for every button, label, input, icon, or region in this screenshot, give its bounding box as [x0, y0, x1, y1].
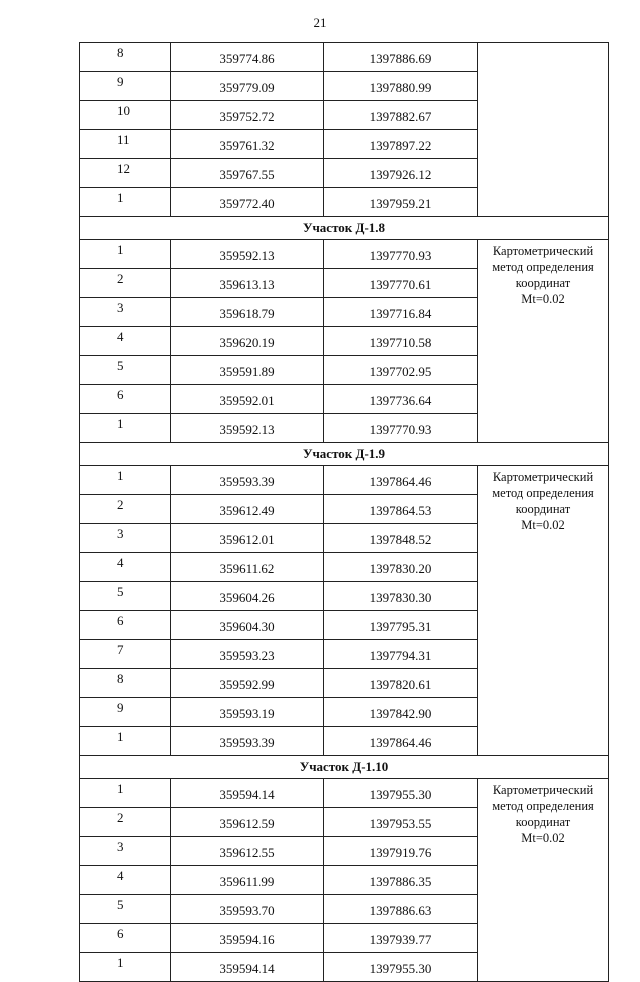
y-coordinate-cell: 1397716.84	[324, 298, 478, 327]
section-header-row	[80, 443, 609, 466]
x-coordinate-cell: 359592.01	[171, 385, 324, 414]
point-number-cell: 8	[80, 669, 171, 698]
table-row	[80, 779, 609, 808]
y-coordinate-cell: 1397864.46	[324, 727, 478, 756]
x-coordinate-cell: 359772.40	[171, 188, 324, 217]
section-header-row	[80, 217, 609, 240]
method-note-line: Mt=0.02	[521, 518, 565, 532]
page-number: 21	[313, 15, 327, 30]
method-note-line: координат	[515, 276, 571, 290]
section-title: Участок Д-1.10	[80, 756, 609, 779]
point-number-cell: 12	[80, 159, 171, 188]
x-coordinate-cell: 359752.72	[171, 101, 324, 130]
method-note-line: Картометрический	[492, 244, 594, 258]
y-coordinate-cell: 1397886.69	[324, 43, 478, 72]
x-coordinate-cell: 359620.19	[171, 327, 324, 356]
point-number-cell: 11	[80, 130, 171, 159]
y-coordinate-cell: 1397820.61	[324, 669, 478, 698]
x-coordinate-cell: 359604.26	[171, 582, 324, 611]
y-coordinate-cell: 1397939.77	[324, 924, 478, 953]
y-coordinate-cell: 1397770.93	[324, 414, 478, 443]
x-coordinate-cell: 359593.39	[171, 727, 324, 756]
y-coordinate-cell: 1397926.12	[324, 159, 478, 188]
y-coordinate-cell: 1397795.31	[324, 611, 478, 640]
x-coordinate-cell: 359593.23	[171, 640, 324, 669]
x-coordinate-cell: 359612.01	[171, 524, 324, 553]
x-coordinate-cell: 359592.13	[171, 240, 324, 269]
x-coordinate-cell: 359604.30	[171, 611, 324, 640]
y-coordinate-cell: 1397864.46	[324, 466, 478, 495]
y-coordinate-cell: 1397886.63	[324, 895, 478, 924]
coordinates-table-body	[80, 43, 609, 982]
y-coordinate-cell: 1397864.53	[324, 495, 478, 524]
y-coordinate-cell: 1397919.76	[324, 837, 478, 866]
x-coordinate-cell: 359593.19	[171, 698, 324, 727]
y-coordinate-cell: 1397736.64	[324, 385, 478, 414]
x-coordinate-cell: 359611.99	[171, 866, 324, 895]
point-number-cell: 4	[80, 553, 171, 582]
method-note-line: метод определения	[492, 799, 594, 813]
method-note-line: метод определения	[492, 486, 594, 500]
point-number-cell: 2	[80, 269, 171, 298]
method-note-line: Mt=0.02	[521, 292, 565, 306]
point-number-cell: 3	[80, 298, 171, 327]
y-coordinate-cell: 1397830.20	[324, 553, 478, 582]
x-coordinate-cell: 359761.32	[171, 130, 324, 159]
section-title: Участок Д-1.8	[80, 217, 609, 240]
x-coordinate-cell: 359779.09	[171, 72, 324, 101]
x-coordinate-cell: 359592.99	[171, 669, 324, 698]
point-number-cell: 1	[80, 779, 171, 808]
x-coordinate-cell: 359594.14	[171, 779, 324, 808]
x-coordinate-cell: 359594.16	[171, 924, 324, 953]
point-number-cell: 5	[80, 895, 171, 924]
section-title: Участок Д-1.9	[80, 443, 609, 466]
y-coordinate-cell: 1397955.30	[324, 779, 478, 808]
method-note-line: Картометрический	[492, 470, 594, 484]
point-number-cell: 1	[80, 953, 171, 982]
point-number-cell: 6	[80, 611, 171, 640]
method-note-line: метод определения	[492, 260, 594, 274]
section-header-row	[80, 756, 609, 779]
y-coordinate-cell: 1397770.93	[324, 240, 478, 269]
x-coordinate-cell: 359618.79	[171, 298, 324, 327]
x-coordinate-cell: 359612.55	[171, 837, 324, 866]
point-number-cell: 2	[80, 495, 171, 524]
table-row	[80, 240, 609, 269]
x-coordinate-cell: 359594.14	[171, 953, 324, 982]
x-coordinate-cell: 359591.89	[171, 356, 324, 385]
method-note-cell	[478, 240, 609, 443]
method-note-line: координат	[515, 815, 571, 829]
point-number-cell: 3	[80, 524, 171, 553]
y-coordinate-cell: 1397953.55	[324, 808, 478, 837]
x-coordinate-cell: 359592.13	[171, 414, 324, 443]
method-note-cell	[478, 779, 609, 982]
x-coordinate-cell: 359612.59	[171, 808, 324, 837]
y-coordinate-cell: 1397886.35	[324, 866, 478, 895]
point-number-cell: 1	[80, 466, 171, 495]
point-number-cell: 4	[80, 866, 171, 895]
point-number-cell: 2	[80, 808, 171, 837]
y-coordinate-cell: 1397770.61	[324, 269, 478, 298]
point-number-cell: 4	[80, 327, 171, 356]
point-number-cell: 1	[80, 727, 171, 756]
y-coordinate-cell: 1397702.95	[324, 356, 478, 385]
y-coordinate-cell: 1397794.31	[324, 640, 478, 669]
point-number-cell: 1	[80, 188, 171, 217]
y-coordinate-cell: 1397959.21	[324, 188, 478, 217]
point-number-cell: 5	[80, 356, 171, 385]
point-number-cell: 9	[80, 72, 171, 101]
y-coordinate-cell: 1397880.99	[324, 72, 478, 101]
table-row	[80, 43, 609, 72]
x-coordinate-cell: 359593.39	[171, 466, 324, 495]
point-number-cell: 8	[80, 43, 171, 72]
method-note-cell	[478, 466, 609, 756]
point-number-cell: 6	[80, 385, 171, 414]
y-coordinate-cell: 1397848.52	[324, 524, 478, 553]
method-note-line: координат	[515, 502, 571, 516]
point-number-cell: 9	[80, 698, 171, 727]
y-coordinate-cell: 1397882.67	[324, 101, 478, 130]
point-number-cell: 10	[80, 101, 171, 130]
y-coordinate-cell: 1397842.90	[324, 698, 478, 727]
y-coordinate-cell: 1397897.22	[324, 130, 478, 159]
y-coordinate-cell: 1397830.30	[324, 582, 478, 611]
method-note-line: Mt=0.02	[521, 831, 565, 845]
x-coordinate-cell: 359613.13	[171, 269, 324, 298]
method-note-cell	[478, 43, 609, 217]
point-number-cell: 6	[80, 924, 171, 953]
x-coordinate-cell: 359593.70	[171, 895, 324, 924]
x-coordinate-cell: 359767.55	[171, 159, 324, 188]
y-coordinate-cell: 1397710.58	[324, 327, 478, 356]
x-coordinate-cell: 359774.86	[171, 43, 324, 72]
point-number-cell: 3	[80, 837, 171, 866]
point-number-cell: 7	[80, 640, 171, 669]
y-coordinate-cell: 1397955.30	[324, 953, 478, 982]
point-number-cell: 1	[80, 414, 171, 443]
point-number-cell: 1	[80, 240, 171, 269]
coordinates-table	[79, 42, 609, 982]
x-coordinate-cell: 359611.62	[171, 553, 324, 582]
method-note-line: Картометрический	[492, 783, 594, 797]
x-coordinate-cell: 359612.49	[171, 495, 324, 524]
table-row	[80, 466, 609, 495]
point-number-cell: 5	[80, 582, 171, 611]
